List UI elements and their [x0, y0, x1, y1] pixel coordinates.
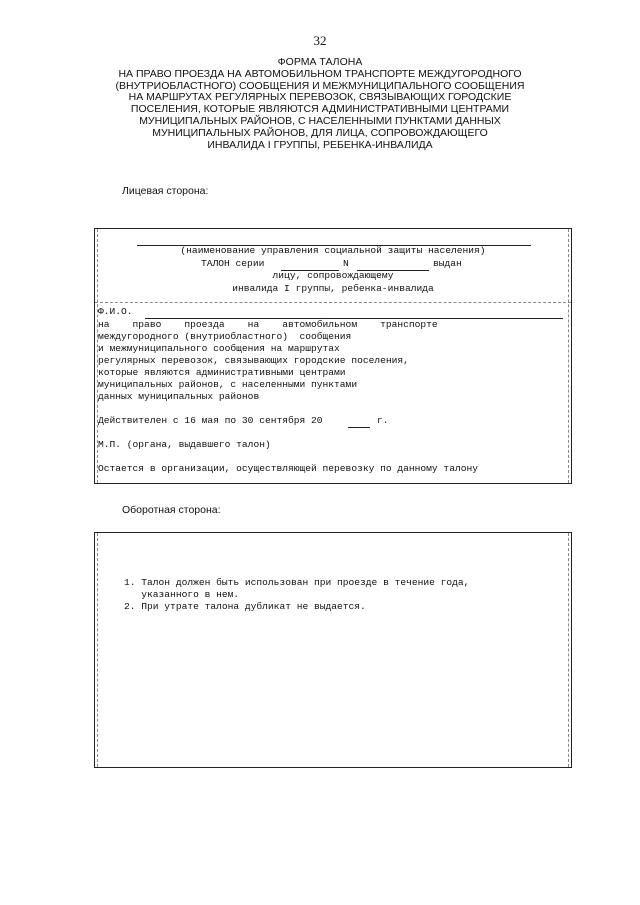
- section-divider: [95, 302, 571, 303]
- title-line: МУНИЦИПАЛЬНЫХ РАЙОНОВ, С НАСЕЛЕННЫМИ ПУНКТАМИ ДАННЫХ: [139, 114, 501, 127]
- person-line: лицу, сопровождающему: [272, 270, 394, 281]
- retention-note: Остается в организации, осуществляющей перевозку по данному талону: [98, 463, 478, 474]
- number-sign: N: [343, 258, 349, 269]
- title-line: НА МАРШРУТАХ РЕГУЛЯРНЫХ ПЕРЕВОЗОК, СВЯЗЫВАЮЩИХ ГОРОДСКИЕ: [128, 91, 512, 104]
- form-title: [100, 57, 540, 151]
- body-line: регулярных перевозок, связывающих городские поселения,: [98, 355, 409, 366]
- disability-line: инвалида I группы, ребенка-инвалида: [232, 283, 434, 294]
- title-line: ИНВАЛИДА I ГРУППЫ, РЕБЕНКА-ИНВАЛИДА: [207, 138, 433, 151]
- stamp-label: М.П. (органа, выдавшего талон): [98, 439, 271, 450]
- validity-suffix: г.: [377, 415, 389, 426]
- fio-label: Ф.И.О.: [98, 306, 133, 317]
- back-side-label: Оборотная сторона:: [122, 504, 221, 516]
- title-line: (ВНУТРИОБЛАСТНОГО) СООБЩЕНИЯ И МЕЖМУНИЦИПАЛЬНОГО СООБЩЕНИЯ: [115, 79, 525, 92]
- org-name-caption: (наименование управления социальной защиты населения): [180, 245, 486, 256]
- body-line: которые являются административными центрами: [98, 367, 346, 378]
- year-blank: [348, 427, 370, 428]
- rule-item: 2. При утрате талона дубликат не выдается.: [124, 601, 366, 612]
- body-line: на право проезда на автомобильном транспорте: [98, 319, 438, 330]
- coupon-front-box: [94, 228, 572, 484]
- issued-label: выдан: [433, 258, 462, 269]
- body-line: и межмуниципального сообщения на маршрутах: [98, 343, 340, 354]
- body-line: муниципальных районов, с населенными пунктами: [98, 379, 358, 390]
- series-label: ТАЛОН серии: [201, 258, 265, 269]
- coupon-back-box: [94, 532, 572, 768]
- title-line: МУНИЦИПАЛЬНЫХ РАЙОНОВ, ДЛЯ ЛИЦА, СОПРОВОЖДАЮЩЕГО: [152, 126, 488, 139]
- title-line: ПОСЕЛЕНИЯ, КОТОРЫЕ ЯВЛЯЮТСЯ АДМИНИСТРАТИВНЫМИ ЦЕНТРАМИ: [130, 103, 510, 116]
- rule-item: указанного в нем.: [124, 589, 240, 600]
- page-number: 32: [313, 33, 327, 48]
- body-line: данных муниципальных районов: [98, 391, 260, 402]
- front-side-label: Лицевая сторона:: [122, 185, 209, 197]
- body-line: междугородного (внутриобластного) сообщения: [98, 331, 352, 342]
- title-line: ФОРМА ТАЛОНА: [277, 56, 363, 68]
- title-line: НА ПРАВО ПРОЕЗДА НА АВТОМОБИЛЬНОМ ТРАНСПОРТЕ МЕЖДУГОРОДНОГО: [118, 67, 522, 80]
- validity-label: Действителен с 16 мая по 30 сентября 20: [98, 415, 323, 426]
- rule-item: 1. Талон должен быть использован при проезде в течение года,: [124, 577, 470, 588]
